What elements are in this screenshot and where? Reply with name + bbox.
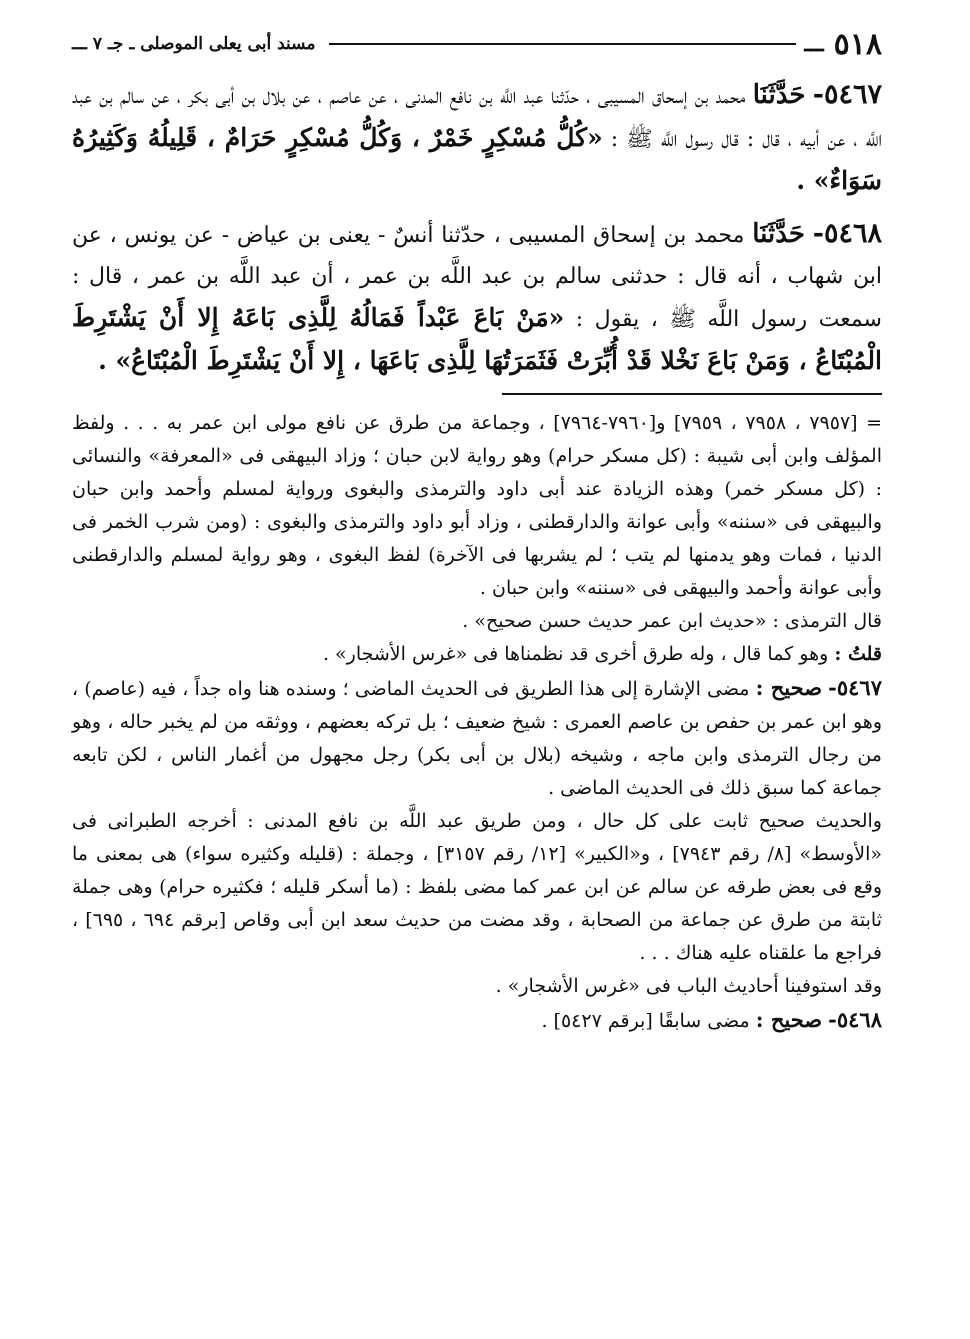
footnote-number: ٥٤٦٧- [828, 675, 882, 700]
footnote-grade: صحيح : [755, 675, 823, 700]
footnote-text: مضى الإشارة إلى هذا الطريق فى الحديث الماضى ؛ وسنده هنا واه جداً ، فيه (عاصم) ، وهو ابن عمر بن حفص بن عاصم العمرى : شيخ ضعيف ؛ بل تركه بعضهم ، ووثقه من لم يخبر حاله ، وهو من رجال الترمذى وابن ماجه ، وشيخه (بلال بن أبى بكر) رجل مجهول من أغمار الناس ، لكن تابعه جماعة كما سبق ذلك فى الحديث الماضى . [72, 678, 882, 799]
hadith-number: ٥٤٦٨- [812, 218, 883, 249]
hadith-matn: «كُلُّ مُسْكِرٍ خَمْرٌ ، وَكُلُّ مُسْكِرٍ حَرَامٌ ، قَلِيلُهُ وَكَثِيرُهُ سَوَاءٌ» . [72, 123, 882, 195]
hadith-5468 [72, 213, 882, 383]
hadith-lead: حَدَّثَنَا [752, 80, 806, 110]
book-page [72, 24, 882, 1038]
footnote-grade: صحيح : [755, 1007, 823, 1032]
footnote-separator [502, 393, 882, 395]
footnote-number: ٥٤٦٨- [828, 1007, 882, 1032]
continued-note-paragraph: = [٧٩٥٧ ، ٧٩٥٨ ، ٧٩٥٩] و[٧٩٦٠-٧٩٦٤] ، وجماعة من طرق عن نافع مولى ابن عمر به . . . ولفظ المؤلف وابن أبى شيبة : (كل مسكر حرام) وهو رواية لابن حبان ؛ وزاد البيهقى فى «المعرفة» والنسائى : (كل مسكر خمر) وهذه الزيادة عند أبى داود والترمذى والبغوى ورواية لمسلم وأحمد وابن حبان والبيهقى فى «سننه» وأبى عوانة والدارقطنى ، وزاد أبو داود والترمذى والبغوى : (ومن شرب الخمر فى الدنيا ، فمات وهو يدمنها لم يتب ؛ لم يشربها فى الآخرة) لفظ البغوى ، وهو رواية لمسلم والدارقطنى وأبى عوانة وأحمد والبيهقى فى «سننه» وابن حبان . [72, 412, 883, 599]
continued-note-paragraph: قال الترمذى : «حديث ابن عمر حديث حسن صحيح» . [462, 610, 882, 632]
page-number: ٥١٨ [833, 26, 882, 62]
qultu-label: قلتُ : [834, 643, 882, 665]
qultu-text: وهو كما قال ، وله طرق أخرى قد نظمناها فى «غرس الأشجار» . [322, 643, 829, 665]
header-rule [329, 43, 796, 45]
hadith-matn: «مَنْ بَاعَ عَبْداً فَمَالُهُ لِلَّذِى بَاعَهُ إِلا أَنْ يَشْتَرِطَ الْمُبْتَاعُ ، وَمَنْ بَاعَ نَخْلا قَدْ أُبِّرَتْ فَثَمَرَتُهَا لِلَّذِى بَاعَهَا ، إِلا أَنْ يَشْتَرِطَ الْمُبْتَاعُ» . [72, 303, 882, 375]
header-dash: ـــ [804, 31, 824, 57]
main-text [72, 74, 882, 383]
book-title: مسند أبى يعلى الموصلى ـ جـ ٧ ـــ [72, 34, 316, 54]
qultu-paragraph [72, 638, 882, 671]
hadith-isnad: محمد بن إسحاق المسيبى ، حدّثنا أنسٌ - يعنى بن عياض - عن يونس ، عن ابن شهاب ، أنه قال : حدثنى سالم بن عبد اللَّه بن عمر ، أن عبد اللَّه بن عمر ، قال : سمعت رسول اللَّه ﷺ ، يقول : [72, 223, 882, 332]
hadith-lead: حَدَّثَنَا [752, 219, 805, 249]
footnote-paragraph: والحديث صحيح ثابت على كل حال ، ومن طريق عبد اللَّه بن نافع المدنى : أخرجه الطبرانى فى «الأوسط» [٨/ رقم ٧٩٤٣] ، و«الكبير» [١٢/ رقم ٣١٥٧] ، وجملة : (قليله وكثيره سواء) هى بمعنى ما وقع فى بعض طرقه عن سالم عن ابن عمر كما مضى بلفظ : (ما أسكر قليله ؛ فكثيره حرام) وهى جملة ثابتة من طرق عن جماعة من الصحابة ، وقد مضت من حديث سعد ابن أبى وقاص [برقم ٦٩٤ ، ٦٩٥] ، فراجع ما علقناه عليه هناك . . . [72, 810, 883, 964]
running-header [72, 24, 882, 64]
footnote-text: مضى سابقًا [برقم ٥٤٢٧] . [541, 1010, 750, 1032]
footnote-5468 [72, 1003, 882, 1038]
footnote-5467 [72, 671, 882, 805]
footnotes [72, 407, 882, 1038]
hadith-isnad: محمد بن إسحاق المسيبى ، حدّثنا عبد اللَّه بن نافع المدنى ، عن عاصم ، عن بلال بن أبى بكر ، عن سالم بن عبد اللَّه ، عن أبيه ، قال : قال رسول اللَّه ﷺ : [72, 84, 883, 152]
footnote-paragraph: وقد استوفينا أحاديث الباب فى «غرس الأشجار» . [495, 975, 882, 997]
hadith-number: ٥٤٦٧- [812, 79, 883, 110]
hadith-5467 [72, 74, 882, 203]
